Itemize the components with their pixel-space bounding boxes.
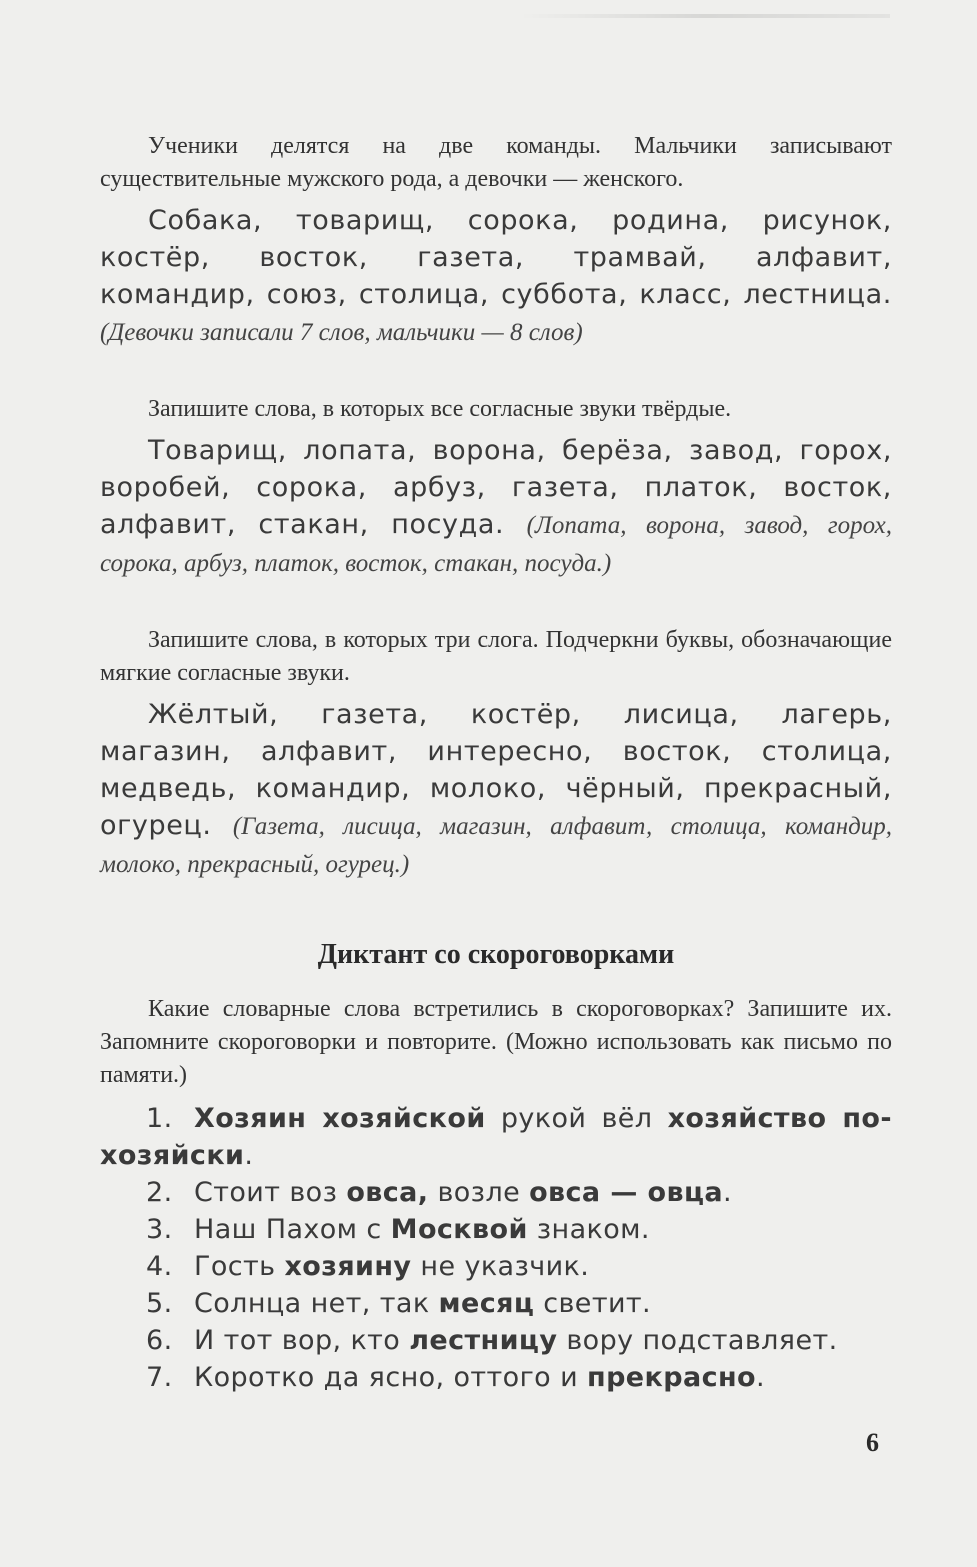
twister-text: И тот вор, кто [194,1325,410,1356]
tongue-twister-item [100,1174,892,1211]
tongue-twister-item [100,1322,892,1359]
section-instruction: Какие словарные слова встретились в скороговорках? Запишите их. Запомните скороговорки и повторите. (Можно использовать как письмо по памяти.) [100,996,892,1088]
twister-text: . [756,1362,765,1393]
vocabulary-word: Москвой [390,1214,528,1245]
vocabulary-word: лестницу [409,1325,558,1356]
vocabulary-word: овса, [346,1177,429,1208]
twister-text: . [244,1140,254,1171]
exercise-1-words [100,202,892,351]
exercise-2-words [100,432,892,582]
exercise-1-instruction: Ученики делятся на две команды. Мальчики записывают существительные мужского рода, а девочки — женского. [100,133,892,192]
page-content [100,130,892,1396]
item-number: 3. [146,1214,173,1245]
tongue-twister-item [100,1248,892,1285]
twister-text: Гость [194,1251,285,1282]
vocabulary-word: месяц [438,1288,535,1319]
tongue-twister-item [100,1285,892,1322]
item-number: 2. [146,1177,173,1208]
exercise-3-instruction: Запишите слова, в которых три слога. Подчеркни буквы, обозначающие мягкие согласные звуки. [100,627,892,686]
exercise-2-instruction: Запишите слова, в которых все согласные звуки твёрдые. [148,396,732,422]
exercise-3-word-list: Жёлтый, газета, костёр, лисица, лагерь, магазин, алфавит, интересно, восток, столица, медведь, командир, молоко, чёрный, прекрасный, огурец. [100,699,892,841]
exercise-2-word-list: Товарищ, лопата, ворона, берёза, завод, горох, воробей, сорока, арбуз, газета, платок, восток, алфавит, стакан, посуда. [100,435,892,540]
vocabulary-word: хозяину [284,1251,412,1282]
exercise-3-words [100,696,892,883]
vocabulary-word: Хозяин хозяйской [194,1103,486,1134]
twister-text: Солнца нет, так [194,1288,439,1319]
scan-artifact-line [520,14,890,18]
exercise-3 [100,624,892,883]
twister-text: Коротко да ясно, оттого и [194,1362,588,1393]
exercise-1-answer: (Девочки записали 7 слов, мальчики — 8 слов) [100,319,583,346]
twister-text: Наш Пахом с [194,1214,391,1245]
exercise-2 [100,393,892,582]
vocabulary-word: прекрасно [587,1362,756,1393]
twister-text: Стоит воз [194,1177,347,1208]
vocabulary-word: хозяйство по-хозяйски [100,1103,892,1171]
tongue-twister-item [100,1359,892,1396]
exercise-1 [100,130,892,351]
twister-text: знаком. [527,1214,650,1245]
twister-text: рукой вёл [485,1103,668,1134]
page-number: 6 [866,1428,879,1457]
item-number: 7. [146,1362,173,1393]
vocabulary-word: овса — овца [529,1177,724,1208]
item-number: 6. [146,1325,173,1356]
exercise-3-answer: (Газета, лисица, магазин, алфавит, столица, командир, молоко, прекрасный, огурец.) [100,813,892,878]
exercise-1-word-list: Собака, товарищ, сорока, родина, рисунок, костёр, восток, газета, трамвай, алфавит, командир, союз, столица, суббота, класс, лестница. [100,205,892,310]
twister-text: не указчик. [411,1251,590,1282]
tongue-twister-list [100,1100,892,1396]
twister-text: вору подставляет. [557,1325,838,1356]
twister-text: светит. [534,1288,652,1319]
item-number: 4. [146,1251,173,1282]
item-number: 5. [146,1288,173,1319]
exercise-2-answer: (Лопата, ворона, завод, горох, сорока, арбуз, платок, восток, стакан, посуда.) [100,512,892,577]
item-number: 1. [146,1103,173,1134]
twister-text: . [723,1177,733,1208]
section-heading: Диктант со скороговорками [317,939,675,970]
tongue-twister-item [100,1100,892,1174]
tongue-twister-item [100,1211,892,1248]
twister-text: возле [428,1177,530,1208]
